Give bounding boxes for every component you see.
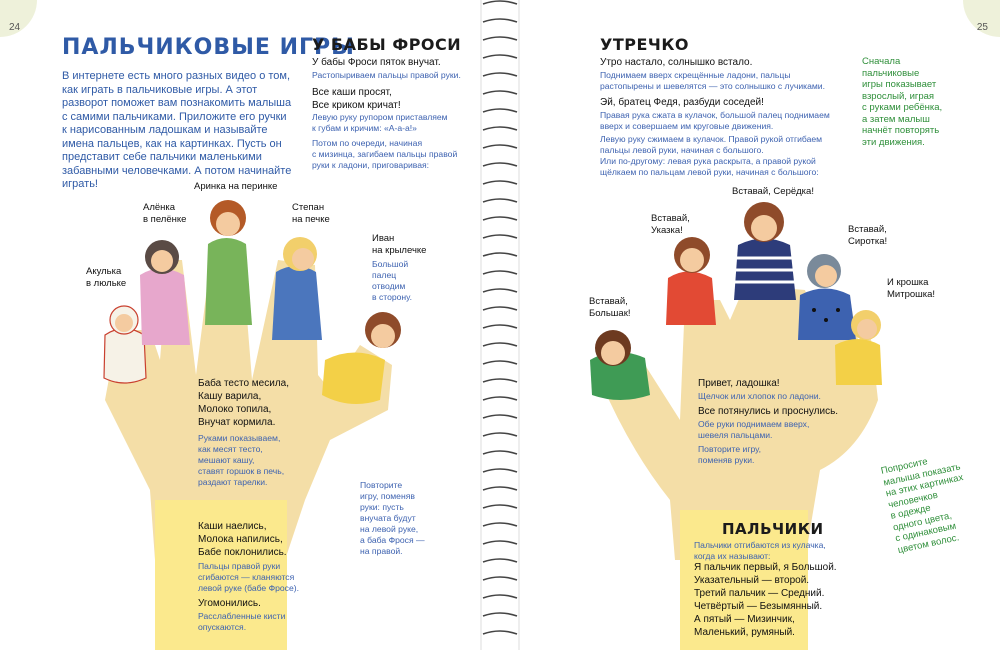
finger-person-alenka (140, 240, 190, 345)
label-ukazka: Вставай, Указка! (651, 213, 690, 236)
label-ivan: Иван на крылечке (372, 233, 427, 256)
palm-note-left: Руками показываем, как месят тесто, мешают кашу, ставят горшок в печь, раздают тарелки. (198, 433, 285, 487)
game1-verse-1: У бабы Фроси пяток внучат. (312, 57, 441, 68)
spiral-binding (477, 0, 523, 650)
game1-note-2: Левую руку рупором приставляем к губам и кричим: «А-а-а!» (312, 112, 448, 133)
label-stepan: Степан на печке (292, 202, 330, 225)
label-bolshak: Вставай, Большак! (589, 296, 631, 319)
green-note-right: Попросите малыша показать на этих картинках человечков в одежде одного цвета, с одинаковым цветом волос. (880, 456, 965, 556)
palm-verse-left: Баба тесто месила, Кашу варила, Молоко топила, Внучат кормила. (198, 378, 289, 428)
game2-note-2: Правая рука сжата в кулачок, большой палец поднимаем вверх и совершаем им круговые движения. (600, 110, 830, 131)
game1-note-3: Потом по очереди, начиная с мизинца, загибаем пальцы правой руки к ладони, приговаривая: (312, 138, 458, 170)
label-mitroshka: И крошка Митрошка! (887, 277, 936, 300)
palm-verse-right-2: Все потянулись и проснулись. (698, 406, 839, 417)
game2-verse-2: Эй, братец Федя, разбуди соседей! (600, 97, 764, 108)
game3-note: Пальчики отгибаются из кулачка, когда их называют: (694, 540, 826, 561)
palm-verse-right-1: Привет, ладошка! (698, 378, 780, 389)
game2-verse-1: Утро настало, солнышко встало. (600, 57, 753, 68)
game3-verse: Я пальчик первый, я Большой. Указательный — второй. Третий пальчик — Средний. Четвёртый — Безымянный. А пятый — Мизинчик, Маленький, румяный. (694, 562, 837, 638)
label-sirotka: Вставай, Сиротка! (848, 224, 888, 247)
page-title: ПАЛЬЧИКОВЫЕ ИГРЫ (62, 35, 355, 60)
palm-note-right-3: Повторите игру, поменяв руки. (698, 444, 761, 465)
wrist-note-1: Пальцы правой руки сгибаются — кланяются левой руке (бабе Фросе). (198, 561, 300, 593)
label-arinka: Аринка на перинке (194, 181, 278, 192)
page-number-left: 24 (9, 22, 21, 33)
wrist-verse-1: Каши наелись, Молока напились, Бабе поклонились. (198, 521, 287, 558)
palm-note-right-2: Обе руки поднимаем вверх, шевеля пальцами. (698, 419, 810, 440)
label-alenka: Алёнка в пелёнке (143, 202, 187, 225)
repeat-note: Повторите игру, поменяв руки: пусть внучата будут на левой руке, а баба Фрося — на правой. (360, 480, 425, 556)
side-note-green: Сначала пальчиковые игры показывает взрослый, играя с руками ребёнка, а затем малыш начнёт повторять эти движения. (862, 56, 943, 148)
finger-person-arinka (205, 200, 252, 325)
wrist-note-2: Расслабленные кисти опускаются. (198, 611, 286, 632)
finger-person-stepan (272, 237, 322, 340)
page-number-right: 25 (976, 22, 988, 33)
game1-note-1: Растопыриваем пальцы правой руки. (312, 70, 461, 80)
label-seredka: Вставай, Серёдка! (732, 186, 814, 197)
finger-person-akulka (104, 306, 146, 383)
game2-title: УТРЕЧКО (600, 35, 690, 54)
finger-person-ukazka (666, 237, 716, 325)
finger-person-bolshak (590, 330, 650, 400)
finger-person-seredka (734, 202, 796, 300)
game1-title: У БАБЫ ФРОСИ (312, 35, 462, 54)
game3-title: ПАЛЬЧИКИ (722, 520, 824, 538)
game1-verse-2: Все каши просят, Все криком кричат! (312, 87, 401, 111)
ivan-note: Большой палец отводим в сторону. (372, 259, 412, 302)
intro-text: В интернете есть много разных видео о том, как играть в пальчиковые игры. А этот разворот поможет вам познакомить малыша с самими пальчиками. Приложите его ручки к нарисованным ладошкам и называйте имена пальцев, как на картинках. Пусть он представит себе пальчики маленькими забавными человечками. А потом начинайте играть! (62, 70, 292, 190)
label-akulka: Акулька в люльке (86, 266, 127, 289)
game2-note-3: Левую руку сжимаем в кулачок. Правой рукой отгибаем пальцы левой руки, начиная с большого. Или по-другому: левая рука раскрыта, а правой рукой щёлкаем по пальцам левой руки, начиная с большого: (600, 134, 823, 177)
palm-note-right-1: Щелчок или хлопок по ладони. (698, 391, 821, 401)
wrist-verse-2: Угомонились. (198, 598, 261, 609)
game2-note-1: Поднимаем вверх скрещённые ладони, пальцы растопырены и шевелятся — это солнышко с лучиками. (600, 70, 825, 91)
finger-person-sirotka (798, 254, 856, 340)
